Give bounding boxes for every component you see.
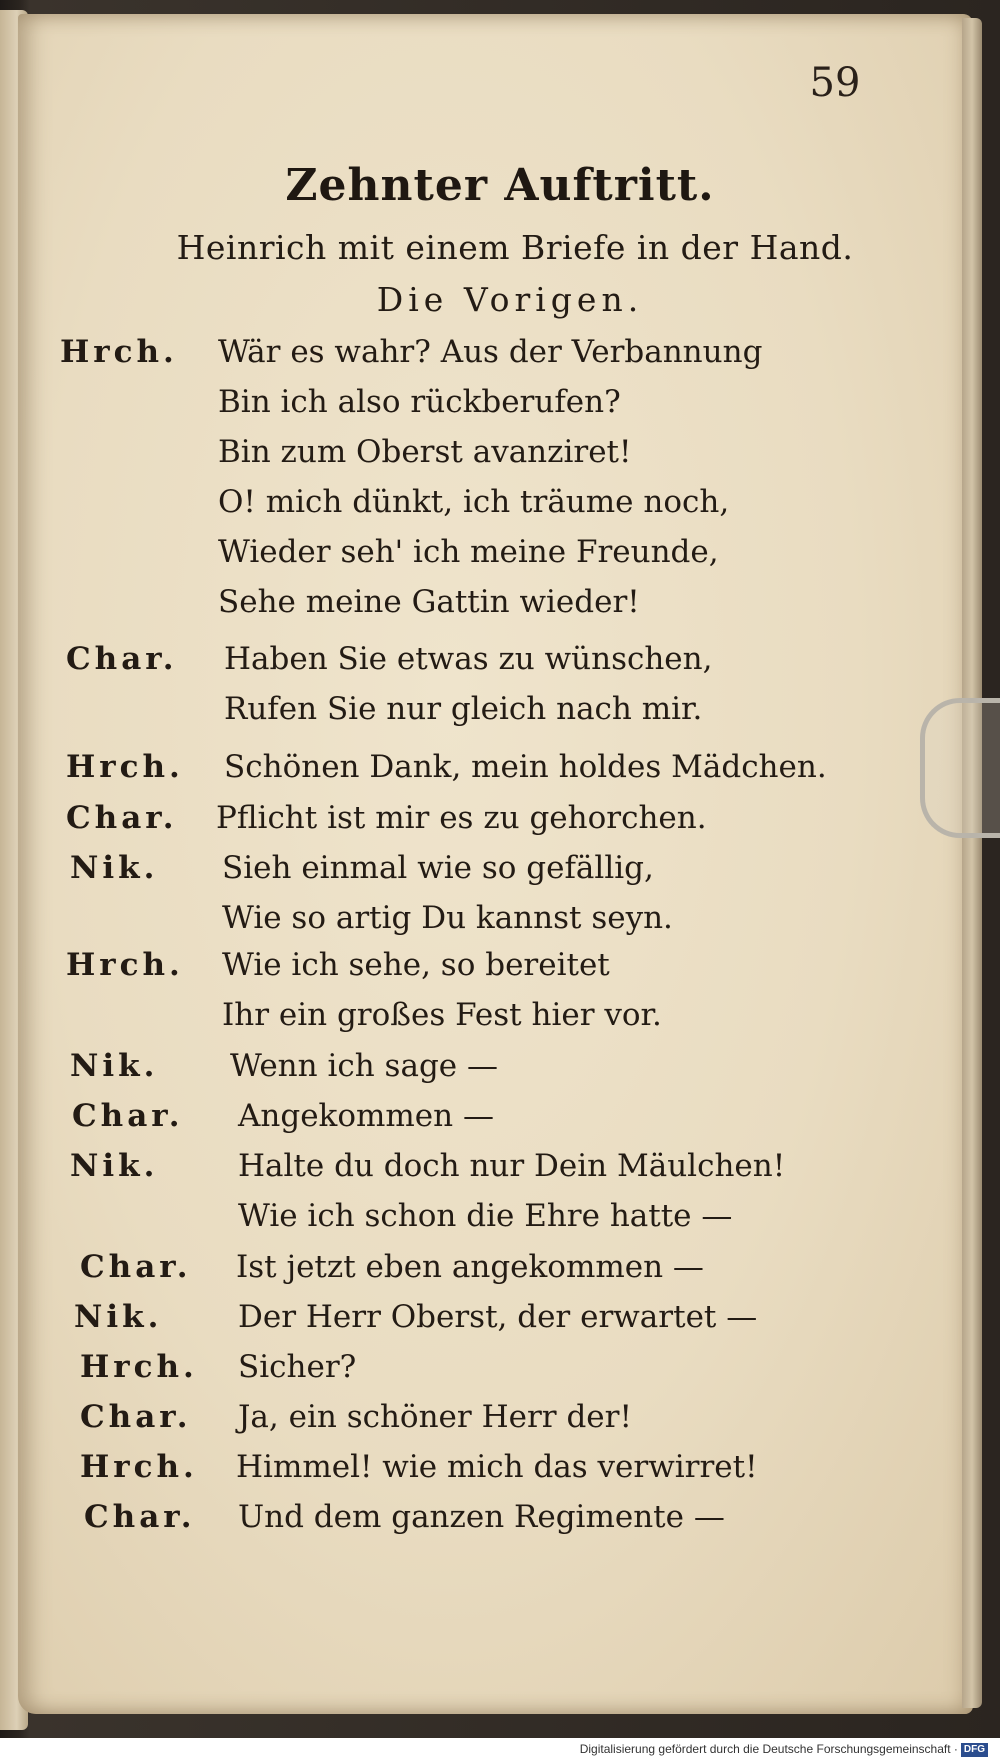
dialogue-line: Haben Sie etwas zu wünschen, [224, 641, 713, 677]
speaker-label: Char. [66, 641, 178, 677]
dialogue-line: Wie so artig Du kannst seyn. [222, 900, 673, 936]
dialogue-line: Der Herr Oberst, der erwartet — [238, 1299, 758, 1335]
dialogue-line: Pflicht ist mir es zu gehorchen. [216, 800, 707, 836]
dialogue-line: Schönen Dank, mein holdes Mädchen. [224, 749, 827, 785]
dialogue-line: Wär es wahr? Aus der Verbannung [218, 334, 763, 370]
dialogue-line: Himmel! wie mich das verwirret! [236, 1449, 758, 1485]
dialogue-line: Wie ich sehe, so bereitet [222, 947, 610, 983]
dialogue-line: Angekommen — [238, 1098, 494, 1134]
footer-text: Digitalisierung gefördert durch die Deutsche Forschungsgemeinschaft · [579, 1742, 958, 1756]
speaker-label: Hrch. [66, 947, 184, 983]
speaker-label: Hrch. [80, 1349, 198, 1385]
dialogue-line: Und dem ganzen Regimente — [238, 1499, 725, 1535]
dialogue-line: Rufen Sie nur gleich nach mir. [224, 691, 703, 727]
dialogue-line: Wenn ich sage — [230, 1048, 498, 1084]
speaker-label: Hrch. [60, 334, 178, 370]
stage-direction-others: Die Vorigen. [376, 280, 644, 319]
speaker-label: Nik. [70, 1148, 159, 1184]
speaker-label: Char. [84, 1499, 196, 1535]
speaker-label: Hrch. [80, 1449, 198, 1485]
dialogue-line: Sehe meine Gattin wieder! [218, 584, 640, 620]
dialogue-line: Bin zum Oberst avanziret! [218, 434, 632, 470]
dialogue-line: Ist jetzt eben angekommen — [236, 1249, 704, 1285]
digitization-footer [0, 1738, 1000, 1761]
dfg-logo: DFG [961, 1743, 988, 1757]
speaker-label: Char. [66, 800, 178, 836]
scene-title: Zehnter Auftritt. [285, 160, 715, 211]
dialogue-line: Ihr ein großes Fest hier vor. [222, 997, 662, 1033]
speaker-label: Nik. [70, 850, 159, 886]
page-number: 59 [809, 60, 861, 106]
speaker-label: Hrch. [66, 749, 184, 785]
dialogue-line: Ja, ein schöner Herr der! [238, 1399, 632, 1435]
dialogue-line: Wie ich schon die Ehre hatte — [238, 1198, 733, 1234]
dialogue-line: Sicher? [238, 1349, 357, 1385]
dialogue-line: O! mich dünkt, ich träume noch, [218, 484, 730, 520]
speaker-label: Char. [72, 1098, 184, 1134]
dialogue-line: Wieder seh' ich meine Freunde, [218, 534, 719, 570]
speaker-label: Char. [80, 1249, 192, 1285]
dialogue-line: Sieh einmal wie so gefällig, [222, 850, 654, 886]
speaker-label: Nik. [70, 1048, 159, 1084]
dialogue-line: Halte du doch nur Dein Mäulchen! [238, 1148, 786, 1184]
stage-direction-entrance: Heinrich mit einem Briefe in der Hand. [176, 228, 854, 267]
speaker-label: Nik. [74, 1299, 163, 1335]
speaker-label: Char. [80, 1399, 192, 1435]
dialogue-line: Bin ich also rückberufen? [218, 384, 621, 420]
